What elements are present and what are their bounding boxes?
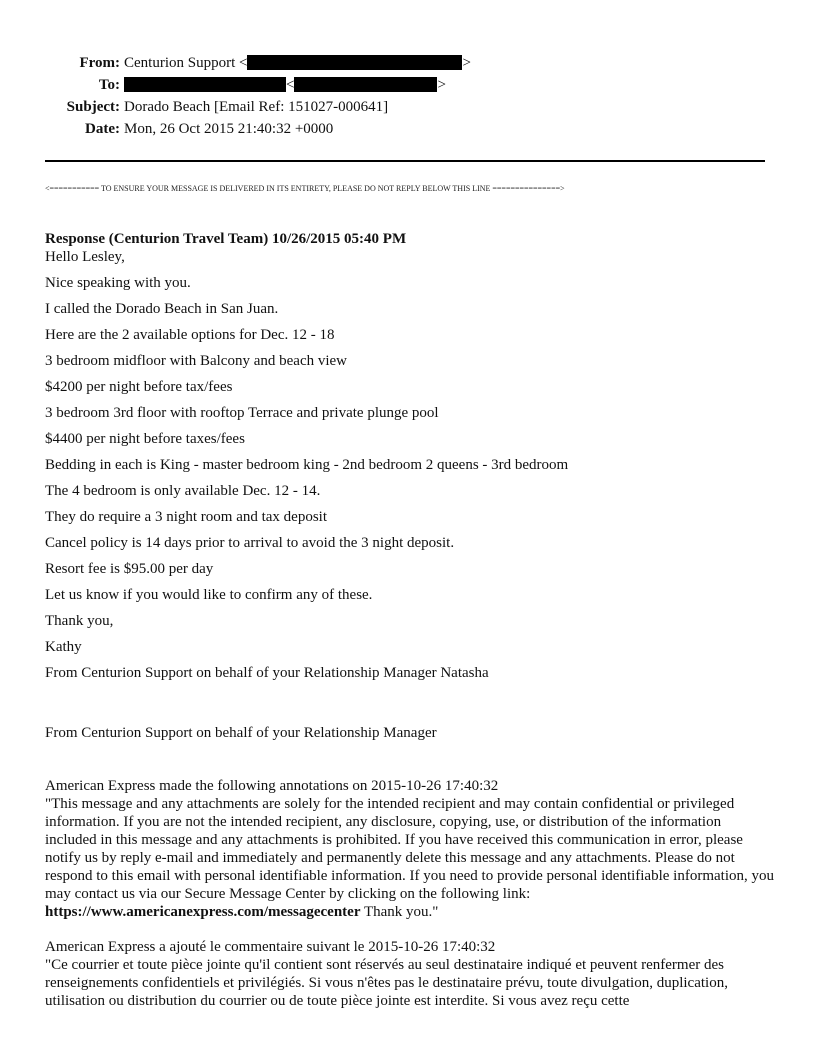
body-line: They do require a 3 night room and tax deposit: [45, 509, 328, 525]
date-label: Date:: [85, 121, 120, 137]
body-line: From Centurion Support on behalf of your Relationship Manager Natasha: [45, 665, 489, 681]
response-header: Response (Centurion Travel Team) 10/26/2015 05:40 PM: [45, 231, 407, 247]
header-divider: [45, 160, 765, 162]
body-line: Thank you,: [45, 613, 114, 629]
to-open: <: [286, 77, 295, 93]
body-line: 3 bedroom 3rd floor with rooftop Terrace and private plunge pool: [45, 405, 439, 421]
body-line: The 4 bedroom is only available Dec. 12 - 14.: [45, 483, 321, 499]
body-line: $4400 per night before taxes/fees: [45, 431, 245, 447]
legal-en-intro: American Express made the following annotations on 2015-10-26 17:40:32: [45, 778, 499, 794]
legal-notice-en: [45, 777, 775, 921]
from-close: >: [462, 55, 471, 71]
signature-line: From Centurion Support on behalf of your Relationship Manager: [45, 725, 437, 741]
reply-banner: <=========== TO ENSURE YOUR MESSAGE IS DELIVERED IN ITS ENTIRETY, PLEASE DO NOT REPLY BELOW THIS LINE ===============>: [45, 184, 565, 193]
body-line: I called the Dorado Beach in San Juan.: [45, 301, 279, 317]
redacted-to-name: [124, 77, 286, 92]
body-line: $4200 per night before tax/fees: [45, 379, 233, 395]
body-line: Nice speaking with you.: [45, 275, 191, 291]
to-label: To:: [98, 77, 120, 93]
from-label: From:: [79, 55, 120, 71]
legal-en-body: "This message and any attachments are solely for the intended recipient and may contain confidential or privileged information. If you are not the intended recipient, any disclosure, copying, use, or distribution of the information included in this message and any attachments is prohibited. If you have received this communication in error, please notify us by reply e-mail and immediately and permanently delete this message and any attachments. Please do not respond to this email with personal identifiable information. If you need to provide personal identifiable information, you may contact us via our Secure Message Center by clicking on the following link:: [45, 796, 774, 902]
from-value: [124, 54, 471, 72]
body-line: Cancel policy is 14 days prior to arrival to avoid the 3 night deposit.: [45, 535, 455, 551]
redacted-from-email: [247, 55, 462, 70]
message-center-link[interactable]: https://www.americanexpress.com/messagecenter: [45, 904, 361, 920]
body-line: Here are the 2 available options for Dec. 12 - 18: [45, 327, 335, 343]
subject-value: Dorado Beach [Email Ref: 151027-000641]: [124, 99, 389, 115]
from-name: Centurion Support <: [124, 55, 248, 71]
legal-en-outro: Thank you.": [360, 904, 439, 920]
legal-en-text: [45, 795, 775, 921]
to-value: [124, 76, 446, 94]
subject-label: Subject:: [66, 99, 120, 115]
legal-fr-text: "Ce courrier et toute pièce jointe qu'il contient sont réservés au seul destinataire indiqué et peuvent renfermer des renseignements confidentiels et privilégiés. Si vous n'êtes pas le destinataire prévu, toute divulgation, duplication, utilisation ou distribution du courrier ou de toute pièce jointe est interdite. Si vous avez reçu cette: [45, 957, 728, 1009]
legal-notice-fr: [45, 938, 775, 1010]
body-line: Bedding in each is King - master bedroom king - 2nd bedroom 2 queens - 3rd bedroom: [45, 457, 569, 473]
body-line: Resort fee is $95.00 per day: [45, 561, 214, 577]
body-line: Kathy: [45, 639, 82, 655]
legal-fr-intro: American Express a ajouté le commentaire suivant le 2015-10-26 17:40:32: [45, 939, 496, 955]
date-value: Mon, 26 Oct 2015 21:40:32 +0000: [124, 121, 334, 137]
body-line: Let us know if you would like to confirm any of these.: [45, 587, 373, 603]
to-close: >: [437, 77, 446, 93]
redacted-to-email: [294, 77, 437, 92]
body-line: 3 bedroom midfloor with Balcony and beach view: [45, 353, 348, 369]
greeting: Hello Lesley,: [45, 249, 125, 265]
